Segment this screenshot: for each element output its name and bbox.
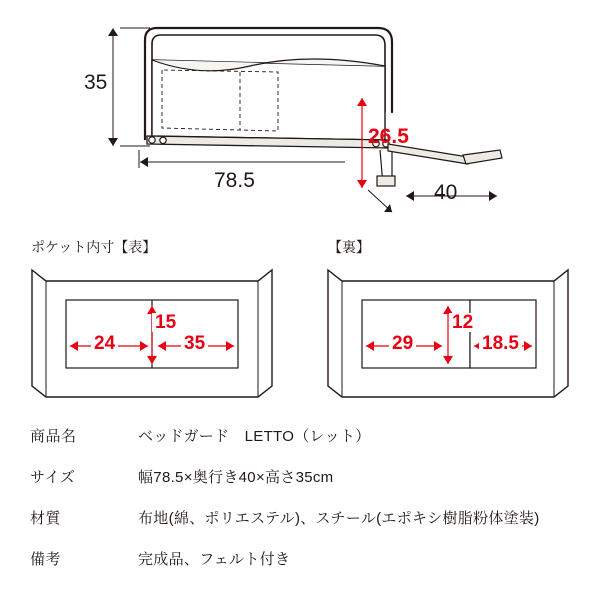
table-row: [30, 469, 575, 510]
label-front-left-24: 24: [91, 334, 118, 353]
label-height-35: 35: [84, 71, 108, 94]
dim-width-78-5: [139, 150, 392, 212]
label-depth-40: 40: [434, 181, 458, 204]
spec-value: 完成品、フェルト付き: [138, 551, 291, 568]
label-front-center-15: 15: [152, 313, 179, 332]
spec-gap: [118, 510, 138, 551]
label-width-78-5: 78.5: [214, 169, 255, 192]
dim-height-35: [108, 28, 150, 146]
table-row: [30, 428, 575, 469]
label-back-left-29: 29: [389, 334, 416, 353]
spec-value: 布地(綿、ポリエステル)、スチール(エポキシ樹脂粉体塗装): [138, 510, 540, 527]
spec-gap: [118, 428, 138, 469]
label-inner-height-26-5: 26.5: [368, 125, 409, 148]
pocket-back-title: 【裏】: [328, 239, 370, 255]
table-row: [30, 551, 575, 592]
label-back-right-18-5: 18.5: [479, 334, 522, 353]
spec-label: 備考: [30, 551, 62, 568]
spec-gap: [118, 551, 138, 592]
spec-table: [30, 428, 575, 592]
pocket-front-title: ポケット内寸【表】: [31, 239, 157, 255]
spec-value: ベッドガード LETTO（レット）: [138, 428, 371, 445]
spec-gap: [118, 469, 138, 510]
spec-value: 幅78.5×奥行き40×高さ35cm: [138, 469, 334, 486]
spec-label: 商品名: [30, 428, 77, 445]
label-back-center-12: 12: [449, 313, 476, 332]
table-row: [30, 510, 575, 551]
spec-label: サイズ: [30, 469, 76, 486]
spec-label: 材質: [30, 510, 62, 527]
label-front-right-35: 35: [181, 334, 208, 353]
